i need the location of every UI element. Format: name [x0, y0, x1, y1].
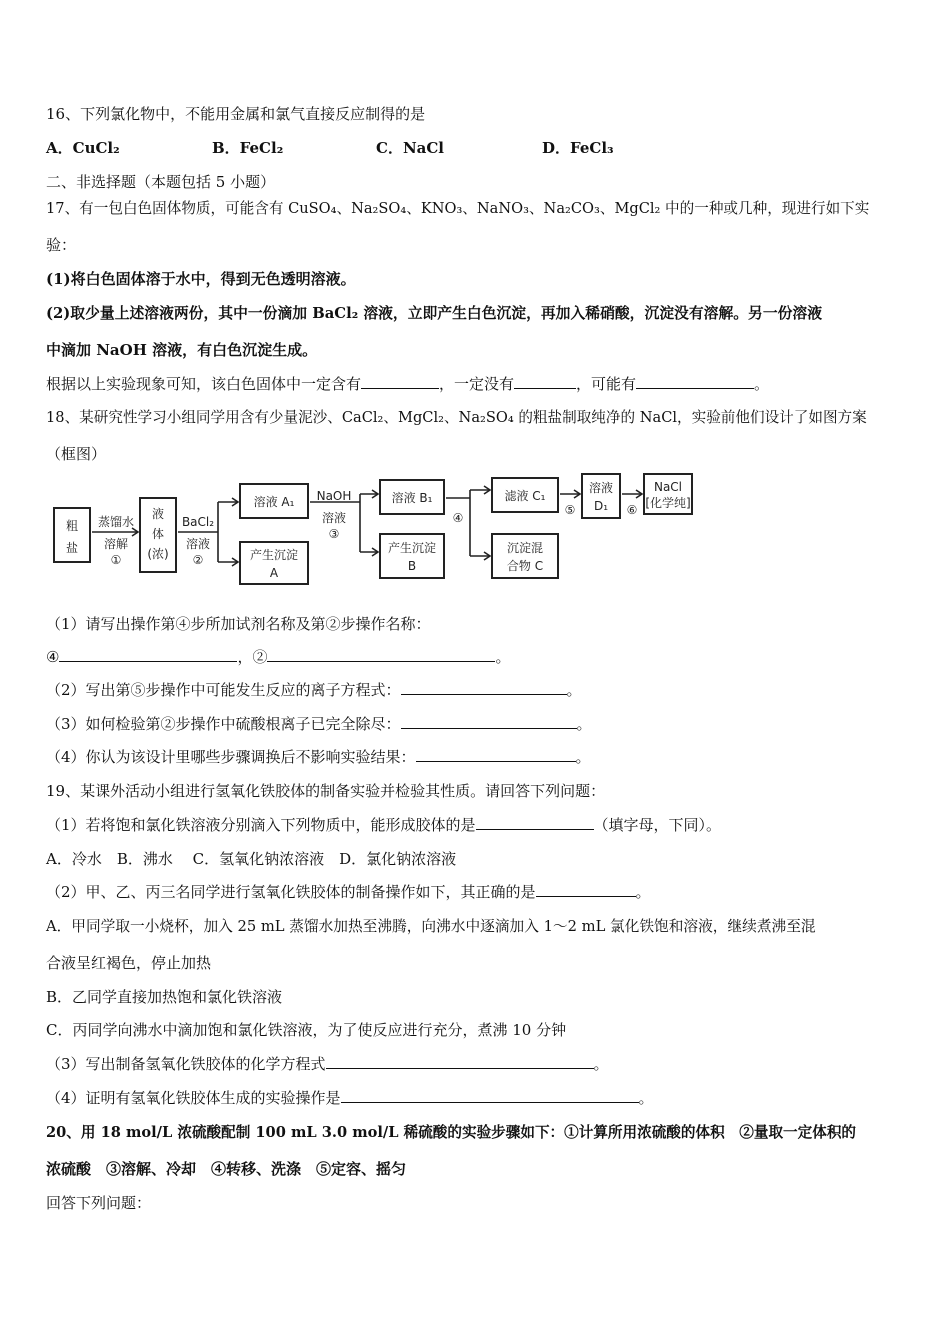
q17-blank-may-contain[interactable]: [636, 374, 754, 389]
q20-stem: 20、用 18 mol/L 浓硫酸配制 100 mL 3.0 mol/L 稀硫酸的实验步骤如下：①计算所用浓硫酸的体积 ②量取一定体积的: [46, 1124, 857, 1141]
q18-sub3-end: 。: [576, 715, 592, 733]
step2-action: 溶液: [185, 537, 211, 551]
step1-action: 溶解: [103, 537, 129, 551]
q16-option-c: C．NaCl: [376, 139, 445, 157]
q18-sub2: [46, 679, 582, 700]
step3-reagent: NaOH: [316, 489, 352, 503]
liquid-label-3: (浓): [147, 547, 169, 561]
nacl-label: NaCl: [653, 480, 683, 494]
q20-stem-cont: 浓硫酸 ③溶解、冷却 ④转移、洗涤 ⑤定容、摇匀: [46, 1160, 407, 1178]
nacl-grade: [化学纯]: [645, 496, 691, 510]
q18-blank-sub3[interactable]: [401, 714, 577, 729]
filtrate-c-label: 滤液 C₁: [504, 489, 546, 503]
solution-a-label: 溶液 A₁: [253, 495, 295, 509]
step6-number: ⑥: [626, 503, 638, 517]
q18-stem-cont: （框图）: [46, 445, 107, 463]
q19-option-a: A．甲同学取一小烧杯，加入 25 mL 蒸馏水加热至沸腾，向沸水中逐滴加入 1～2 mL 氯化铁饱和溶液，继续煮沸至混: [46, 918, 816, 935]
precipitate-b-label-1: 产生沉淀: [387, 541, 437, 555]
q19-option-a-cont: 合液呈红褐色，停止加热: [46, 954, 212, 972]
step2-number: ②: [192, 553, 204, 567]
q18-blank-step2[interactable]: [267, 647, 495, 662]
q17-stem: 17、有一包白色固体物质，可能含有 CuSO₄、Na₂SO₄、KNO₃、NaNO₃、Na₂CO₃、MgCl₂ 中的一种或几种，现进行如下实: [46, 200, 870, 217]
q18-blank-sub4[interactable]: [416, 747, 576, 762]
q19-sub1-end: （填字母，下同）。: [593, 816, 722, 834]
q19-blank-sub1[interactable]: [476, 815, 594, 830]
q19-blank-sub2[interactable]: [536, 882, 636, 897]
precipitate-c-label-1: 沉淀混: [506, 541, 544, 555]
q19-option-c: C．丙同学向沸水中滴加饱和氯化铁溶液，为了使反应进行充分，煮沸 10 分钟: [46, 1021, 567, 1039]
step5-number: ⑤: [564, 503, 576, 517]
q19-sub4-end: 。: [638, 1089, 654, 1107]
q18-sub2-text: （2）写出第⑤步操作中可能发生反应的离子方程式：: [46, 681, 401, 699]
q17-answer-end: 。: [754, 375, 770, 393]
q19-stem: 19、某课外活动小组进行氢氧化铁胶体的制备实验并检验其性质。请回答下列问题：: [46, 782, 606, 800]
q16-stem: 16、下列氯化物中，不能用金属和氯气直接反应制得的是: [46, 105, 426, 123]
q18-sub1-mark2: ，②: [237, 648, 268, 666]
q17-answer-prompt: 根据以上实验现象可知，该白色固体中一定含有: [46, 375, 362, 393]
q18-stem: 18、某研究性学习小组同学用含有少量泥沙、CaCl₂、MgCl₂、Na₂SO₄ 的粗盐制取纯净的 NaCl，实验前他们设计了如图方案: [46, 409, 867, 426]
q17-blank-must-contain[interactable]: [361, 374, 439, 389]
q18-sub3-text: （3）如何检验第②步操作中硫酸根离子已完全除尽：: [46, 715, 401, 733]
q18-blank-sub2[interactable]: [401, 680, 567, 695]
precipitate-c-label-2: 合物 C: [506, 559, 544, 573]
q17-answer-mid2: ，可能有: [576, 375, 637, 393]
step1-reagent: 蒸馏水: [97, 515, 135, 529]
q18-sub2-end: 。: [566, 681, 582, 699]
q17-answer-line: [46, 373, 769, 394]
precipitate-a-label-1: 产生沉淀: [249, 548, 299, 562]
step3-number: ③: [328, 527, 340, 541]
q17-step-2-cont: 中滴加 NaOH 溶液，有白色沉淀生成。: [46, 341, 318, 359]
q19-blank-sub4[interactable]: [341, 1088, 639, 1103]
liquid-label-2: 体: [151, 527, 165, 541]
q19-sub4: [46, 1087, 654, 1108]
q16-option-a: A．CuCl₂: [46, 139, 120, 157]
step2-reagent: BaCl₂: [181, 515, 215, 529]
q18-sub1: （1）请写出操作第④步所加试剂名称及第②步操作名称：: [46, 615, 431, 633]
precipitate-b-label-2: B: [407, 559, 417, 573]
solution-d-label-1: 溶液: [588, 481, 614, 495]
q19-blank-sub3[interactable]: [326, 1054, 594, 1069]
q17-blank-not-contain[interactable]: [514, 374, 576, 389]
q18-sub4-text: （4）你认为该设计里哪些步骤调换后不影响实验结果：: [46, 748, 416, 766]
q19-sub2-text: （2）甲、乙、丙三名同学进行氢氧化铁胶体的制备操作如下，其正确的是: [46, 883, 536, 901]
q20-prompt: 回答下列问题：: [46, 1194, 152, 1212]
q17-step-2: (2)取少量上述溶液两份，其中一份滴加 BaCl₂ 溶液，立即产生白色沉淀，再加入稀硝酸，沉淀没有溶解。另一份溶液: [46, 305, 823, 322]
solution-d-label-2: D₁: [593, 499, 609, 513]
solution-b-label: 溶液 B₁: [391, 491, 433, 505]
q17-answer-mid1: ，一定没有: [439, 375, 515, 393]
q16-option-b: B．FeCl₂: [212, 139, 284, 157]
q18-blank-step4[interactable]: [59, 647, 237, 662]
q18-sub4-end: 。: [575, 748, 591, 766]
q18-sub3: [46, 713, 592, 734]
q17-step-1: (1)将白色固体溶于水中，得到无色透明溶液。: [46, 270, 356, 288]
q19-option-b: B．乙同学直接加热饱和氯化铁溶液: [46, 988, 283, 1006]
raw-salt-label-2: 盐: [65, 541, 79, 555]
section-heading: 二、非选择题（本题包括 5 小题）: [46, 173, 276, 191]
q19-sub3: [46, 1053, 609, 1074]
q19-sub1-text: （1）若将饱和氯化铁溶液分别滴入下列物质中，能形成胶体的是: [46, 816, 476, 834]
step4-number: ④: [452, 511, 464, 525]
q18-sub1-answer: [46, 646, 510, 667]
q16-option-d: D．FeCl₃: [542, 139, 614, 157]
q19-sub3-end: 。: [593, 1055, 609, 1073]
q19-sub2-end: 。: [635, 883, 651, 901]
q19-sub4-text: （4）证明有氢氧化铁胶体生成的实验操作是: [46, 1089, 341, 1107]
step1-number: ①: [110, 553, 122, 567]
precipitate-a-label-2: A: [269, 566, 279, 580]
q17-stem-cont: 验：: [46, 236, 77, 254]
liquid-label-1: 液: [151, 507, 165, 521]
q18-sub4: [46, 746, 591, 767]
q18-sub1-mark4: ④: [46, 648, 60, 666]
q19-sub1-options: A．冷水 B．沸水 C．氢氧化钠浓溶液 D．氯化钠浓溶液: [46, 850, 457, 868]
raw-salt-label-1: 粗: [65, 519, 79, 533]
q19-sub2: [46, 881, 651, 902]
q18-sub1-end: 。: [495, 648, 511, 666]
salt-purification-flowchart: [50, 470, 710, 590]
q19-sub3-text: （3）写出制备氢氧化铁胶体的化学方程式: [46, 1055, 326, 1073]
step3-action: 溶液: [321, 511, 347, 525]
q19-sub1: [46, 814, 721, 835]
